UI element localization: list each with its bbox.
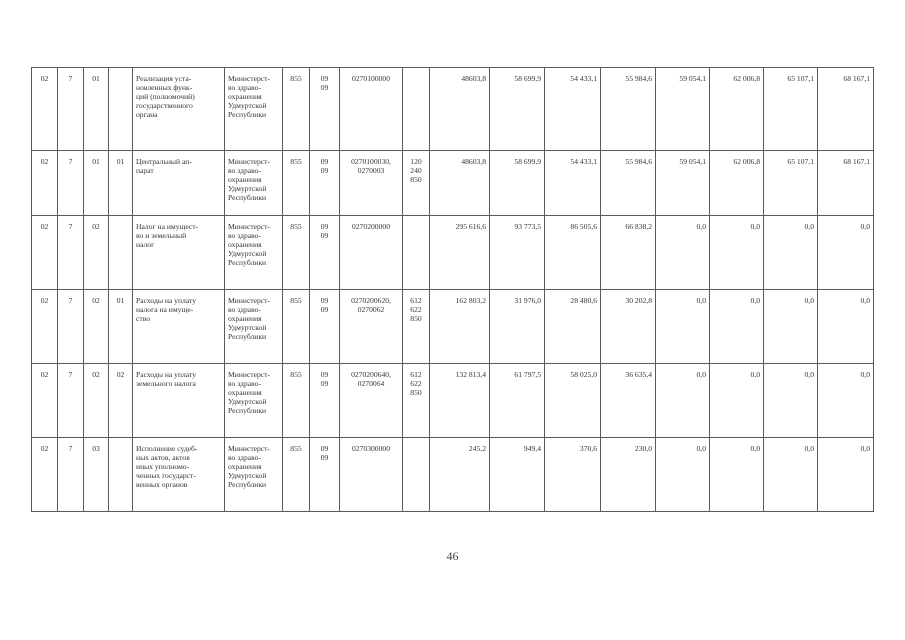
code-gp-cell: 02 xyxy=(32,290,58,364)
value-cell: 58 699,9 xyxy=(490,151,545,216)
csr-cell: 0270300000 xyxy=(340,438,403,512)
value-cell: 55 984,6 xyxy=(601,151,656,216)
value-cell: 0,0 xyxy=(656,364,710,438)
code-om-cell: 03 xyxy=(84,438,109,512)
value-cell: 0,0 xyxy=(818,364,874,438)
value-cell: 65 107,1 xyxy=(764,151,818,216)
table-row xyxy=(32,364,874,438)
grbs-cell: 855 xyxy=(283,438,310,512)
name-cell: Расходы на уплату налога на имуще- ство xyxy=(133,290,225,364)
value-cell: 0,0 xyxy=(818,216,874,290)
grbs-cell: 855 xyxy=(283,216,310,290)
csr-cell: 0270200000 xyxy=(340,216,403,290)
code-m-cell xyxy=(109,216,133,290)
table-row xyxy=(32,216,874,290)
vr-cell xyxy=(403,216,430,290)
name-cell: Исполнение судеб- ных актов, актов иных уполномо- ченных государст- венных органов xyxy=(133,438,225,512)
value-cell: 0,0 xyxy=(764,290,818,364)
value-cell: 86 505,6 xyxy=(545,216,601,290)
org-cell: Министерст- во здраво- охранения Удмуртской Республики xyxy=(225,364,283,438)
code-om-cell: 02 xyxy=(84,216,109,290)
vr-cell xyxy=(403,68,430,151)
code-gp-cell: 02 xyxy=(32,68,58,151)
code-m-cell xyxy=(109,68,133,151)
csr-cell: 0270200620, 0270062 xyxy=(340,290,403,364)
budget-table-body xyxy=(32,68,874,512)
value-cell: 93 773,5 xyxy=(490,216,545,290)
value-cell: 48603,8 xyxy=(430,68,490,151)
value-cell: 54 433,1 xyxy=(545,151,601,216)
code-pp-cell: 7 xyxy=(58,216,84,290)
value-cell: 31 976,0 xyxy=(490,290,545,364)
code-pp-cell: 7 xyxy=(58,290,84,364)
code-pp-cell: 7 xyxy=(58,68,84,151)
value-cell: 55 984,6 xyxy=(601,68,656,151)
org-cell: Министерст- во здраво- охранения Удмуртской Республики xyxy=(225,68,283,151)
value-cell: 245,2 xyxy=(430,438,490,512)
code-pp-cell: 7 xyxy=(58,364,84,438)
value-cell: 58 699,9 xyxy=(490,68,545,151)
value-cell: 59 054,1 xyxy=(656,151,710,216)
value-cell: 68 167,1 xyxy=(818,68,874,151)
code-gp-cell: 02 xyxy=(32,151,58,216)
value-cell: 162 803,2 xyxy=(430,290,490,364)
grbs-cell: 855 xyxy=(283,68,310,151)
code-gp-cell: 02 xyxy=(32,364,58,438)
code-om-cell: 01 xyxy=(84,68,109,151)
vr-cell: 120 240 850 xyxy=(403,151,430,216)
page-number: 46 xyxy=(446,549,459,563)
org-cell: Министерст- во здраво- охранения Удмуртской Республики xyxy=(225,216,283,290)
code-om-cell: 01 xyxy=(84,151,109,216)
grbs-cell: 855 xyxy=(283,364,310,438)
rzpr-cell: 09 09 xyxy=(310,290,340,364)
value-cell: 59 054,1 xyxy=(656,68,710,151)
vr-cell: 612 622 850 xyxy=(403,364,430,438)
value-cell: 65 107,1 xyxy=(764,68,818,151)
code-gp-cell: 02 xyxy=(32,216,58,290)
code-m-cell: 01 xyxy=(109,151,133,216)
value-cell: 0,0 xyxy=(818,438,874,512)
value-cell: 370,6 xyxy=(545,438,601,512)
name-cell: Расходы на уплату земельного налога xyxy=(133,364,225,438)
value-cell: 0,0 xyxy=(764,364,818,438)
value-cell: 132 813,4 xyxy=(430,364,490,438)
name-cell: Центральный ап- парат xyxy=(133,151,225,216)
value-cell: 0,0 xyxy=(710,216,764,290)
code-m-cell xyxy=(109,438,133,512)
value-cell: 62 006,8 xyxy=(710,68,764,151)
code-om-cell: 02 xyxy=(84,290,109,364)
value-cell: 58 025,0 xyxy=(545,364,601,438)
code-pp-cell: 7 xyxy=(58,151,84,216)
name-cell: Налог на имущест- во и земельный налог xyxy=(133,216,225,290)
table-row xyxy=(32,151,874,216)
value-cell: 68 167,1 xyxy=(818,151,874,216)
org-cell: Министерст- во здраво- охранения Удмуртской Республики xyxy=(225,151,283,216)
vr-cell: 612 622 850 xyxy=(403,290,430,364)
value-cell: 61 797,5 xyxy=(490,364,545,438)
value-cell: 48603,8 xyxy=(430,151,490,216)
value-cell: 66 838,2 xyxy=(601,216,656,290)
grbs-cell: 855 xyxy=(283,290,310,364)
csr-cell: 0270200640, 0270064 xyxy=(340,364,403,438)
csr-cell: 0270100030, 0270003 xyxy=(340,151,403,216)
value-cell: 36 635,4 xyxy=(601,364,656,438)
code-om-cell: 02 xyxy=(84,364,109,438)
name-cell: Реализация уста- новленных функ- ций (полномочий) государственного органа xyxy=(133,68,225,151)
rzpr-cell: 09 09 xyxy=(310,68,340,151)
table-row xyxy=(32,290,874,364)
value-cell: 0,0 xyxy=(764,438,818,512)
value-cell: 0,0 xyxy=(656,438,710,512)
csr-cell: 0270100000 xyxy=(340,68,403,151)
budget-table xyxy=(31,67,874,512)
value-cell: 230,0 xyxy=(601,438,656,512)
org-cell: Министерст- во здраво- охранения Удмуртской Республики xyxy=(225,290,283,364)
value-cell: 949,4 xyxy=(490,438,545,512)
value-cell: 0,0 xyxy=(818,290,874,364)
value-cell: 62 006,8 xyxy=(710,151,764,216)
table-row xyxy=(32,438,874,512)
code-m-cell: 02 xyxy=(109,364,133,438)
value-cell: 0,0 xyxy=(764,216,818,290)
grbs-cell: 855 xyxy=(283,151,310,216)
value-cell: 54 433,1 xyxy=(545,68,601,151)
rzpr-cell: 09 09 xyxy=(310,438,340,512)
rzpr-cell: 09 09 xyxy=(310,216,340,290)
value-cell: 30 202,8 xyxy=(601,290,656,364)
value-cell: 295 616,6 xyxy=(430,216,490,290)
rzpr-cell: 09 09 xyxy=(310,151,340,216)
vr-cell xyxy=(403,438,430,512)
value-cell: 0,0 xyxy=(710,438,764,512)
rzpr-cell: 09 09 xyxy=(310,364,340,438)
org-cell: Министерст- во здраво- охранения Удмуртской Республики xyxy=(225,438,283,512)
table-row xyxy=(32,68,874,151)
code-m-cell: 01 xyxy=(109,290,133,364)
value-cell: 0,0 xyxy=(710,364,764,438)
value-cell: 0,0 xyxy=(710,290,764,364)
code-gp-cell: 02 xyxy=(32,438,58,512)
value-cell: 28 480,6 xyxy=(545,290,601,364)
code-pp-cell: 7 xyxy=(58,438,84,512)
value-cell: 0,0 xyxy=(656,290,710,364)
value-cell: 0,0 xyxy=(656,216,710,290)
